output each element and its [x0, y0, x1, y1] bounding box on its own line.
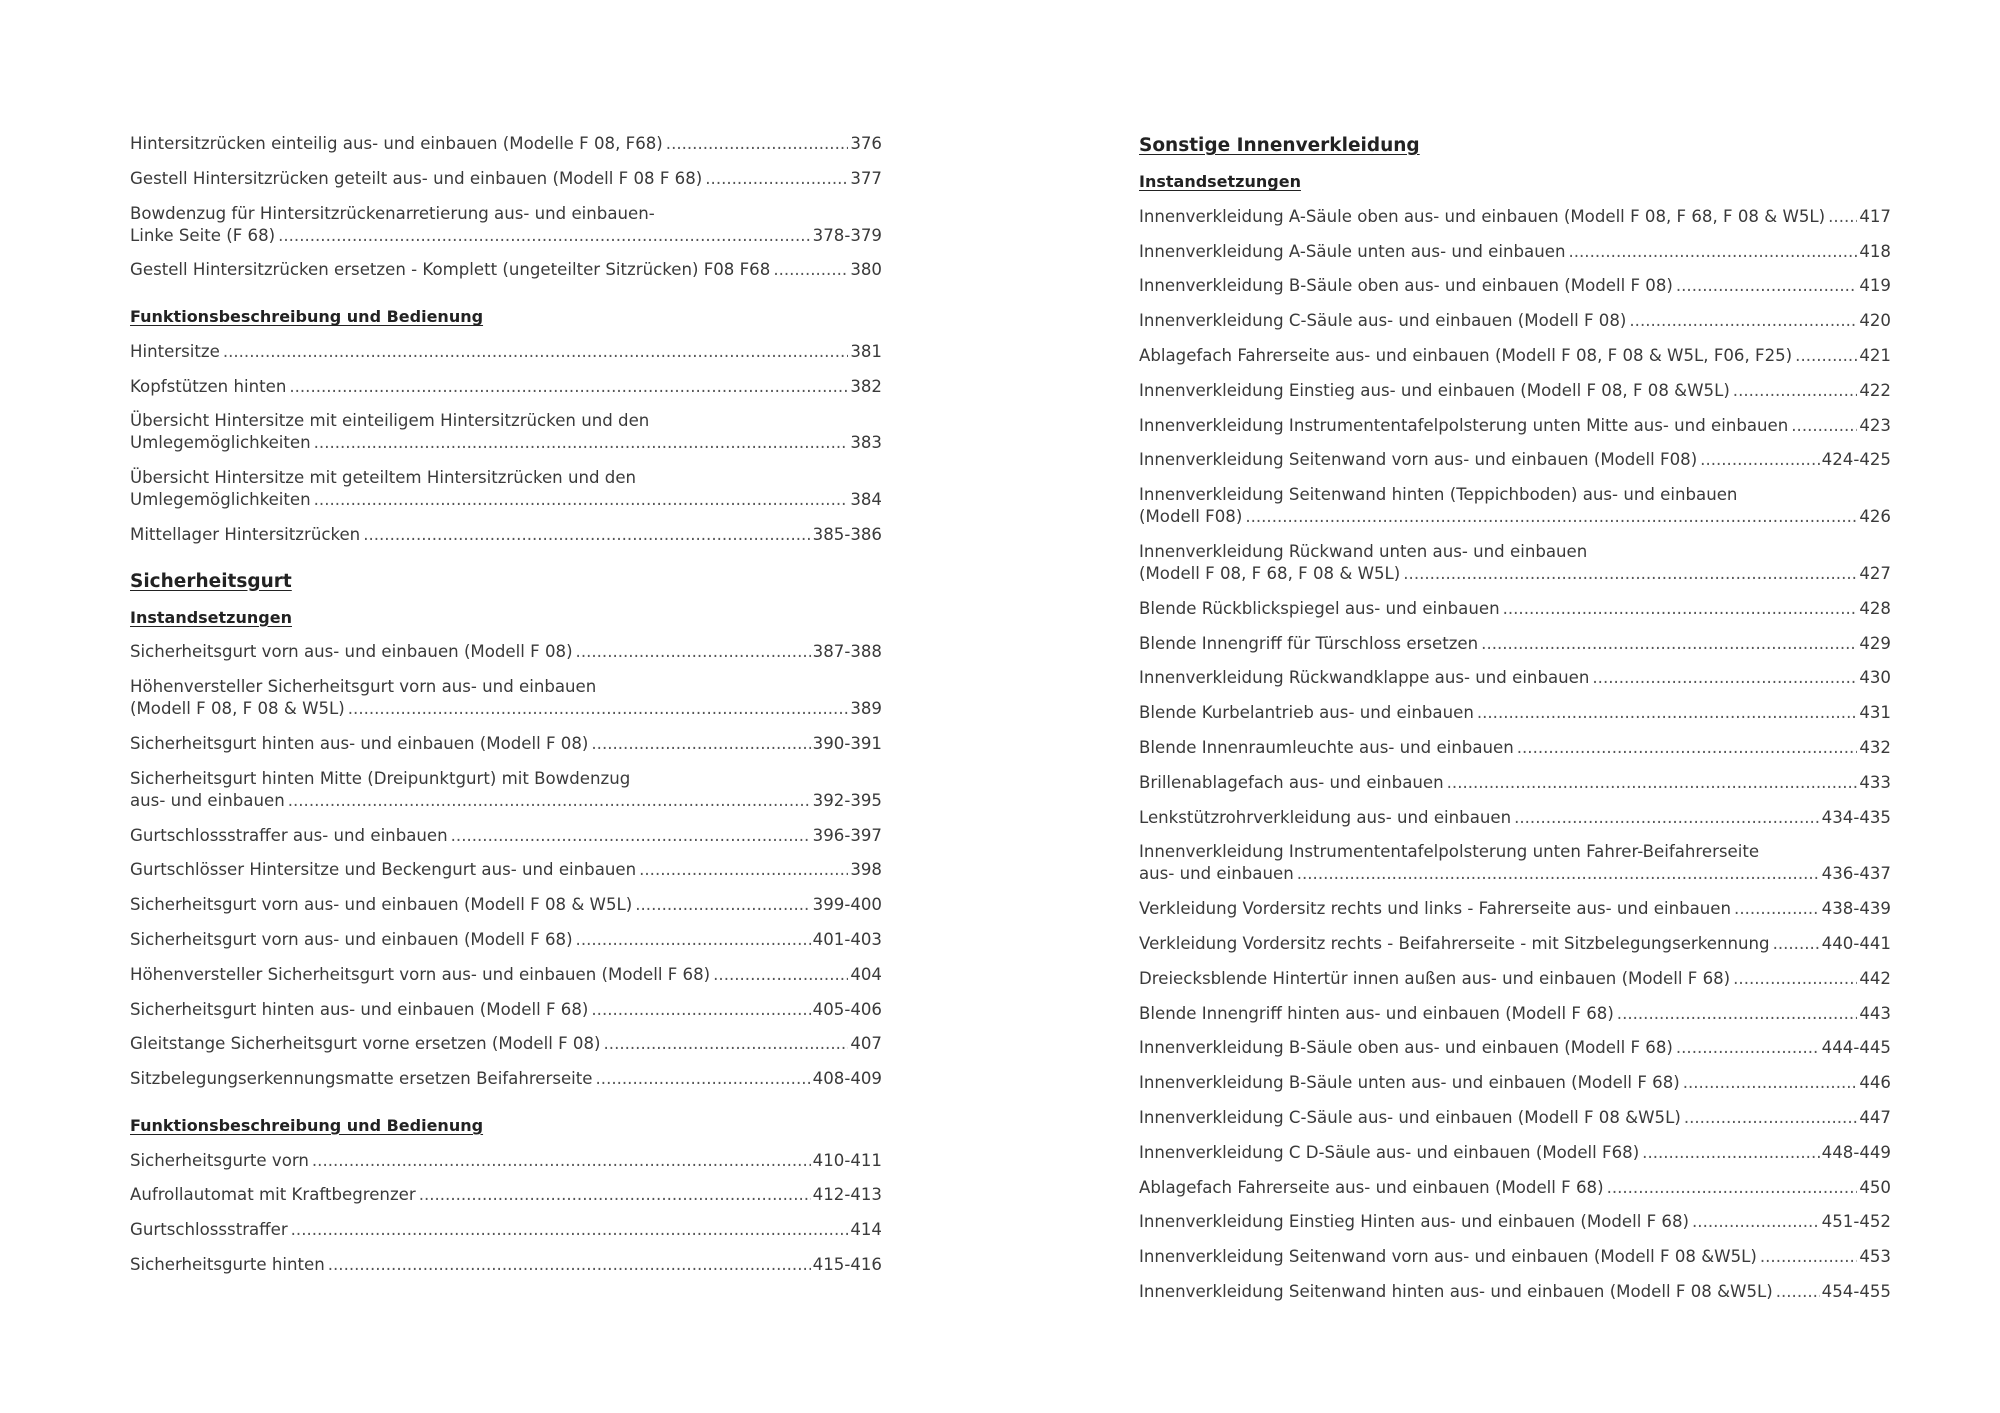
toc-entry-title: Gestell Hintersitzrücken ersetzen - Komplett (ungeteilter Sitzrücken) F08 F68 [130, 260, 771, 280]
toc-page-number: 398 [850, 860, 882, 880]
dot-leader [1589, 667, 1857, 689]
toc-page-number: 401-403 [812, 929, 882, 949]
toc-entry-line [1139, 1142, 1891, 1164]
toc-entry [130, 168, 882, 190]
toc-entry-line [1139, 380, 1891, 402]
toc-entry-title: Verkleidung Vordersitz rechts und links - Fahrerseite aus- und einbauen [1139, 899, 1732, 919]
toc-entry-line [130, 1068, 882, 1090]
toc-page-number: 424-425 [1821, 450, 1891, 470]
toc-page-number: 421 [1859, 345, 1891, 365]
toc-page-number: 451-452 [1821, 1212, 1891, 1232]
dot-leader [325, 1254, 811, 1276]
toc-entry-line [130, 929, 882, 951]
toc-page-number: 448-449 [1821, 1142, 1891, 1162]
toc-entry [130, 894, 882, 916]
toc-entry [1139, 206, 1891, 228]
toc-entry-title: Blende Innengriff für Türschloss ersetzen [1139, 633, 1479, 653]
toc-entry-title: Innenverkleidung C D-Säule aus- und einbauen (Modell F68) [1139, 1142, 1640, 1162]
toc-page-number: 423 [1859, 415, 1891, 435]
toc-entry-title: Innenverkleidung B-Säule unten aus- und einbauen (Modell F 68) [1139, 1073, 1680, 1093]
toc-entry [130, 733, 882, 755]
toc-entry-title: Sicherheitsgurt vorn aus- und einbauen (Modell F 08 & W5L) [130, 895, 633, 915]
dot-leader [588, 999, 810, 1021]
toc-entry-title: Ablagefach Fahrerseite aus- und einbauen (Modell F 08, F 08 & W5L, F06, F25) [1139, 345, 1793, 365]
toc-entry [1139, 1177, 1891, 1199]
toc-entry [1139, 633, 1891, 655]
toc-entry-title: Innenverkleidung Seitenwand hinten (Teppichboden) aus- und einbauen [1139, 485, 1738, 505]
toc-entry-line [1139, 667, 1891, 689]
toc-entry-title: Aufrollautomat mit Kraftbegrenzer [130, 1185, 416, 1205]
toc-entry-line [130, 1033, 882, 1055]
toc-entry-line [1139, 563, 1891, 585]
dot-leader [573, 641, 811, 663]
toc-page-number: 418 [1859, 241, 1891, 261]
toc-entry-line [1139, 345, 1891, 367]
toc-entry-title: aus- und einbauen [1139, 864, 1294, 884]
toc-entry-line [1139, 898, 1891, 920]
toc-entry-line [130, 1254, 882, 1276]
toc-entry-title: Innenverkleidung B-Säule oben aus- und einbauen (Modell F 68) [1139, 1038, 1673, 1058]
dot-leader [1242, 506, 1857, 528]
toc-entry-line [130, 1219, 882, 1241]
toc-entry-title: Gurtschlossstraffer [130, 1220, 288, 1240]
toc-page-number: 438-439 [1821, 899, 1891, 919]
toc-entry-title: Sicherheitsgurte hinten [130, 1254, 325, 1274]
toc-entry-title: Sicherheitsgurt hinten aus- und einbauen (Modell F 08) [130, 733, 589, 753]
toc-entry [1139, 968, 1891, 990]
toc-page-number: 387-388 [812, 642, 882, 662]
dot-leader [288, 1219, 849, 1241]
toc-entry-title: Innenverkleidung A-Säule oben aus- und einbauen (Modell F 08, F 68, F 08 & W5L) [1139, 206, 1826, 226]
toc-page-number: 392-395 [812, 790, 882, 810]
dot-leader [1680, 1072, 1858, 1094]
toc-entry-line [1139, 541, 1891, 563]
toc-entry [1139, 541, 1891, 585]
toc-entry [1139, 702, 1891, 724]
dot-leader [1514, 737, 1858, 759]
toc-entry [1139, 807, 1891, 829]
dot-leader [1788, 415, 1857, 437]
toc-entry-title: Gurtschlösser Hintersitze und Beckengurt aus- und einbauen [130, 860, 637, 880]
toc-entry [130, 825, 882, 847]
toc-page-number: 428 [1859, 598, 1891, 618]
toc-entry [1139, 737, 1891, 759]
toc-page-number: 422 [1859, 380, 1891, 400]
toc-entry [130, 1033, 882, 1055]
dot-leader [311, 432, 849, 454]
toc-entry [1139, 241, 1891, 263]
toc-entry [130, 1219, 882, 1241]
toc-entry [1139, 1003, 1891, 1025]
toc-page-number: 404 [850, 964, 882, 984]
toc-entry-line [1139, 1281, 1891, 1303]
dot-leader [1697, 449, 1819, 471]
dot-leader [1626, 310, 1857, 332]
subsection-heading: Funktionsbeschreibung und Bedienung [130, 306, 484, 326]
toc-page-number: 382 [850, 376, 882, 396]
toc-entry-line [1139, 702, 1891, 724]
toc-entry-line [1139, 772, 1891, 794]
toc-entry-line [1139, 1107, 1891, 1129]
toc-entry [1139, 898, 1891, 920]
toc-entry [130, 524, 882, 546]
toc-entry [130, 999, 882, 1021]
toc-page-number: 434-435 [1821, 807, 1891, 827]
dot-leader [632, 894, 810, 916]
toc-entry-title: Sicherheitsgurt hinten aus- und einbauen (Modell F 68) [130, 999, 589, 1019]
toc-entry [130, 1150, 882, 1172]
dot-leader [1565, 241, 1857, 263]
dot-leader [1730, 380, 1858, 402]
toc-entry [1139, 345, 1891, 367]
toc-page-number: 436-437 [1821, 864, 1891, 884]
toc-page-number: 415-416 [812, 1254, 882, 1274]
toc-entry-title: Linke Seite (F 68) [130, 225, 276, 245]
toc-entry-line [1139, 1037, 1891, 1059]
toc-page-number: 446 [1859, 1073, 1891, 1093]
toc-entry [130, 1254, 882, 1276]
dot-leader [1689, 1211, 1820, 1233]
dot-leader [702, 168, 848, 190]
dot-leader [770, 259, 848, 281]
toc-entry-title: Brillenablagefach aus- und einbauen [1139, 772, 1444, 792]
dot-leader [1730, 968, 1857, 990]
toc-entry-title: Umlegemöglichkeiten [130, 433, 311, 453]
toc-entry [1139, 310, 1891, 332]
toc-page-number: 410-411 [812, 1150, 882, 1170]
toc-entry-title: Höhenversteller Sicherheitsgurt vorn aus- und einbauen [130, 677, 597, 697]
toc-entry-line [130, 225, 882, 247]
toc-entry-title: Innenverkleidung Instrumententafelpolsterung unten Fahrer-Beifahrerseite [1139, 842, 1760, 862]
dot-leader [345, 698, 849, 720]
toc-entry [1139, 275, 1891, 297]
toc-entry-title: Innenverkleidung A-Säule unten aus- und einbauen [1139, 241, 1566, 261]
dot-leader [1792, 345, 1857, 367]
toc-page-number: 420 [1859, 311, 1891, 331]
toc-page-number: 405-406 [812, 999, 882, 1019]
toc-entry-title: Sicherheitsgurt vorn aus- und einbauen (Modell F 08) [130, 642, 573, 662]
toc-entry-line [1139, 863, 1891, 885]
toc-entry [1139, 1246, 1891, 1268]
toc-page-number: 429 [1859, 633, 1891, 653]
toc-entry-line [130, 467, 882, 489]
toc-page-number: 444-445 [1821, 1038, 1891, 1058]
toc-entry-title: (Modell F 08, F 08 & W5L) [130, 699, 345, 719]
dot-leader [416, 1184, 811, 1206]
toc-entry-line [1139, 807, 1891, 829]
toc-entry-line [130, 1184, 882, 1206]
toc-entry-line [1139, 933, 1891, 955]
toc-entry [1139, 1211, 1891, 1233]
toc-page-number: 377 [850, 168, 882, 188]
toc-entry-line [1139, 1072, 1891, 1094]
dot-leader [636, 859, 848, 881]
toc-entry-line [130, 825, 882, 847]
toc-entry-line [130, 999, 882, 1021]
toc-entry-line [130, 341, 882, 363]
toc-entry-title: Innenverkleidung B-Säule oben aus- und einbauen (Modell F 08) [1139, 276, 1673, 296]
toc-entry [1139, 1072, 1891, 1094]
toc-entry-title: Sicherheitsgurt hinten Mitte (Dreipunktgurt) mit Bowdenzug [130, 768, 631, 788]
toc-entry [130, 1184, 882, 1206]
toc-entry [130, 376, 882, 398]
toc-page-number: 408-409 [812, 1069, 882, 1089]
toc-entry-line [130, 376, 882, 398]
toc-page-number: 426 [1859, 507, 1891, 527]
toc-page-number: 453 [1859, 1247, 1891, 1267]
toc-page-number: 376 [850, 134, 882, 153]
toc-entry-title: (Modell F 08, F 68, F 08 & W5L) [1139, 563, 1401, 583]
dot-leader [286, 376, 848, 398]
toc-entry-line [1139, 506, 1891, 528]
toc-entry [130, 964, 882, 986]
toc-entry [1139, 598, 1891, 620]
toc-entry-title: Hintersitzrücken einteilig aus- und einbauen (Modelle F 08, F68) [130, 134, 663, 153]
dot-leader [220, 341, 848, 363]
toc-entry-title: Verkleidung Vordersitz rechts - Beifahrerseite - mit Sitzbelegungserkennung [1139, 933, 1770, 953]
toc-page-number: 442 [1859, 968, 1891, 988]
toc-entry [1139, 380, 1891, 402]
toc-entry-line [1139, 968, 1891, 990]
toc-entry-line [1139, 241, 1891, 263]
toc-entry-line [1139, 206, 1891, 228]
toc-entry [130, 768, 882, 812]
toc-page-number: 427 [1859, 563, 1891, 583]
toc-entry [1139, 667, 1891, 689]
toc-page-number: 433 [1859, 772, 1891, 792]
toc-entry-line [1139, 737, 1891, 759]
dot-leader [1770, 933, 1820, 955]
toc-entry-line [1139, 484, 1891, 506]
toc-entry-line [130, 859, 882, 881]
toc-entry-line [1139, 841, 1891, 863]
toc-entry [130, 1068, 882, 1090]
toc-page-number: 385-386 [812, 524, 882, 544]
toc-entry-title: Sicherheitsgurte vorn [130, 1150, 309, 1170]
toc-page-number: 431 [1859, 703, 1891, 723]
toc-entry-line [1139, 449, 1891, 471]
dot-leader [601, 1033, 849, 1055]
toc-right-column [1139, 135, 1891, 1316]
toc-entry-line [1139, 415, 1891, 437]
toc-page-number: 450 [1859, 1177, 1891, 1197]
dot-leader [1614, 1003, 1858, 1025]
toc-page-number: 454-455 [1821, 1281, 1891, 1301]
toc-entry-title: Innenverkleidung C-Säule aus- und einbauen (Modell F 08) [1139, 311, 1627, 331]
toc-entry-line [1139, 1003, 1891, 1025]
dot-leader [1773, 1281, 1820, 1303]
toc-entry-title: Sicherheitsgurt vorn aus- und einbauen (Modell F 68) [130, 929, 573, 949]
toc-entry-title: Kopfstützen hinten [130, 376, 287, 396]
dot-leader [1511, 807, 1820, 829]
toc-entry-title: Innenverkleidung Einstieg Hinten aus- und einbauen (Modell F 68) [1139, 1212, 1690, 1232]
toc-entry [130, 676, 882, 720]
toc-entry-line [130, 410, 882, 432]
toc-page-number: 447 [1859, 1107, 1891, 1127]
toc-entry-title: Umlegemöglichkeiten [130, 490, 311, 510]
toc-entry-title: Innenverkleidung Rückwand unten aus- und einbauen [1139, 541, 1588, 561]
toc-page-number: 432 [1859, 737, 1891, 757]
toc-entry-line [130, 133, 882, 155]
toc-entry-title: Höhenversteller Sicherheitsgurt vorn aus- und einbauen (Modell F 68) [130, 964, 711, 984]
dot-leader [1681, 1107, 1858, 1129]
toc-entry [1139, 1037, 1891, 1059]
dot-leader [588, 733, 810, 755]
toc-entry-title: Übersicht Hintersitze mit einteiligem Hintersitzrücken und den [130, 411, 650, 431]
dot-leader [448, 825, 811, 847]
toc-page-number: 417 [1859, 206, 1891, 226]
toc-entry-line [130, 768, 882, 790]
toc-entry-title: Innenverkleidung Instrumententafelpolsterung unten Mitte aus- und einbauen [1139, 415, 1789, 435]
toc-entry-line [1139, 1211, 1891, 1233]
toc-entry-line [130, 676, 882, 698]
toc-entry-title: Blende Innengriff hinten aus- und einbauen (Modell F 68) [1139, 1003, 1614, 1023]
toc-page-number: 390-391 [812, 733, 882, 753]
section-heading: Sicherheitsgurt [130, 570, 292, 592]
toc-page-number: 443 [1859, 1003, 1891, 1023]
toc-entry-line [130, 790, 882, 812]
toc-entry-line [1139, 1177, 1891, 1199]
toc-entry [130, 859, 882, 881]
subsection-heading: Instandsetzungen [130, 607, 292, 627]
toc-entry-title: Mittellager Hintersitzrücken [130, 524, 361, 544]
toc-entry [130, 341, 882, 363]
toc-page-number: 419 [1859, 276, 1891, 296]
toc-entry-title: Blende Rückblickspiegel aus- und einbauen [1139, 598, 1500, 618]
toc-entry-line [1139, 633, 1891, 655]
toc-entry [130, 641, 882, 663]
toc-entry-line [130, 894, 882, 916]
toc-entry [1139, 449, 1891, 471]
toc-entry [130, 929, 882, 951]
toc-entry-title: Gleitstange Sicherheitsgurt vorne ersetzen (Modell F 08) [130, 1034, 601, 1054]
toc-entry-title: aus- und einbauen [130, 790, 285, 810]
toc-page-number: 389 [850, 699, 882, 719]
toc-entry-title: Innenverkleidung Einstieg aus- und einbauen (Modell F 08, F 08 &W5L) [1139, 380, 1730, 400]
toc-entry-title: Blende Kurbelantrieb aus- und einbauen [1139, 703, 1474, 723]
toc-entry-line [130, 432, 882, 454]
dot-leader [360, 524, 810, 546]
toc-entry-title: Ablagefach Fahrerseite aus- und einbauen (Modell F 68) [1139, 1177, 1604, 1197]
toc-entry-title: Gurtschlossstraffer aus- und einbauen [130, 825, 448, 845]
toc-entry [130, 467, 882, 511]
toc-entry [1139, 1142, 1891, 1164]
toc-entry-title: Lenkstützrohrverkleidung aus- und einbauen [1139, 807, 1512, 827]
dot-leader [1444, 772, 1858, 794]
toc-entry [1139, 933, 1891, 955]
dot-leader [1400, 563, 1857, 585]
dot-leader [1639, 1142, 1819, 1164]
toc-entry-line [130, 203, 882, 225]
toc-page-number: 383 [850, 433, 882, 453]
toc-entry-line [1139, 310, 1891, 332]
toc-page-number: 378-379 [812, 225, 882, 245]
toc-entry-line [130, 733, 882, 755]
subsection-heading: Instandsetzungen [1139, 172, 1301, 191]
toc-entry-line [1139, 598, 1891, 620]
toc-entry-title: Sitzbelegungserkennungsmatte ersetzen Beifahrerseite [130, 1069, 593, 1089]
dot-leader [1500, 598, 1858, 620]
dot-leader [1478, 633, 1857, 655]
toc-entry [1139, 772, 1891, 794]
toc-entry-title: Innenverkleidung C-Säule aus- und einbauen (Modell F 08 &W5L) [1139, 1107, 1681, 1127]
toc-page-number: 430 [1859, 668, 1891, 688]
toc-entry-title: Dreiecksblende Hintertür innen außen aus- und einbauen (Modell F 68) [1139, 968, 1731, 988]
toc-entry [130, 259, 882, 281]
toc-entry-title: Bowdenzug für Hintersitzrückenarretierung aus- und einbauen- [130, 203, 655, 223]
toc-entry-line [130, 168, 882, 190]
toc-entry-line [130, 698, 882, 720]
toc-entry [130, 410, 882, 454]
toc-page-number: 384 [850, 490, 882, 510]
toc-entry-line [130, 964, 882, 986]
dot-leader [1825, 206, 1857, 228]
dot-leader [710, 964, 848, 986]
toc-entry [130, 133, 882, 155]
toc-page-number: 414 [850, 1220, 882, 1240]
dot-leader [309, 1150, 811, 1172]
toc-page-number: 412-413 [812, 1185, 882, 1205]
toc-entry-title: Innenverkleidung Seitenwand vorn aus- und einbauen (Modell F08) [1139, 450, 1698, 470]
toc-entry-title: Übersicht Hintersitze mit geteiltem Hintersitzrücken und den [130, 468, 637, 488]
toc-entry [1139, 484, 1891, 528]
dot-leader [311, 489, 849, 511]
toc-entry-title: Innenverkleidung Rückwandklappe aus- und einbauen [1139, 668, 1590, 688]
toc-page-number: 399-400 [812, 895, 882, 915]
dot-leader [1604, 1177, 1858, 1199]
toc-entry-line [130, 1150, 882, 1172]
toc-left-column [130, 133, 882, 1289]
toc-entry-title: Innenverkleidung Seitenwand hinten aus- und einbauen (Modell F 08 &W5L) [1139, 1281, 1773, 1301]
toc-entry [1139, 415, 1891, 437]
dot-leader [1673, 275, 1857, 297]
dot-leader [1731, 898, 1820, 920]
toc-entry [1139, 841, 1891, 885]
toc-entry-title: Innenverkleidung Seitenwand vorn aus- und einbauen (Modell F 08 &W5L) [1139, 1247, 1757, 1267]
toc-entry-line [130, 259, 882, 281]
toc-entry-line [130, 524, 882, 546]
toc-entry-line [130, 489, 882, 511]
dot-leader [285, 790, 811, 812]
toc-entry-line [1139, 1246, 1891, 1268]
toc-entry [1139, 1107, 1891, 1129]
toc-entry-line [1139, 275, 1891, 297]
dot-leader [593, 1068, 811, 1090]
dot-leader [1294, 863, 1820, 885]
dot-leader [275, 225, 811, 247]
toc-entry-title: (Modell F08) [1139, 507, 1243, 527]
toc-page-number: 380 [850, 260, 882, 280]
toc-page-number: 396-397 [812, 825, 882, 845]
toc-entry-title: Gestell Hintersitzrücken geteilt aus- und einbauen (Modell F 08 F 68) [130, 168, 703, 188]
toc-entry [130, 203, 882, 247]
dot-leader [1474, 702, 1857, 724]
subsection-heading: Funktionsbeschreibung und Bedienung [130, 1115, 484, 1135]
dot-leader [663, 133, 849, 155]
dot-leader [573, 929, 811, 951]
toc-entry [1139, 1281, 1891, 1303]
toc-entry-title: Hintersitze [130, 341, 220, 361]
toc-entry-title: Blende Innenraumleuchte aus- und einbauen [1139, 737, 1514, 757]
section-heading: Sonstige Innenverkleidung [1139, 135, 1420, 156]
dot-leader [1757, 1246, 1857, 1268]
toc-page-number: 407 [850, 1034, 882, 1054]
toc-entry-line [130, 641, 882, 663]
dot-leader [1673, 1037, 1820, 1059]
toc-page-number: 381 [850, 341, 882, 361]
toc-page-number: 440-441 [1821, 933, 1891, 953]
